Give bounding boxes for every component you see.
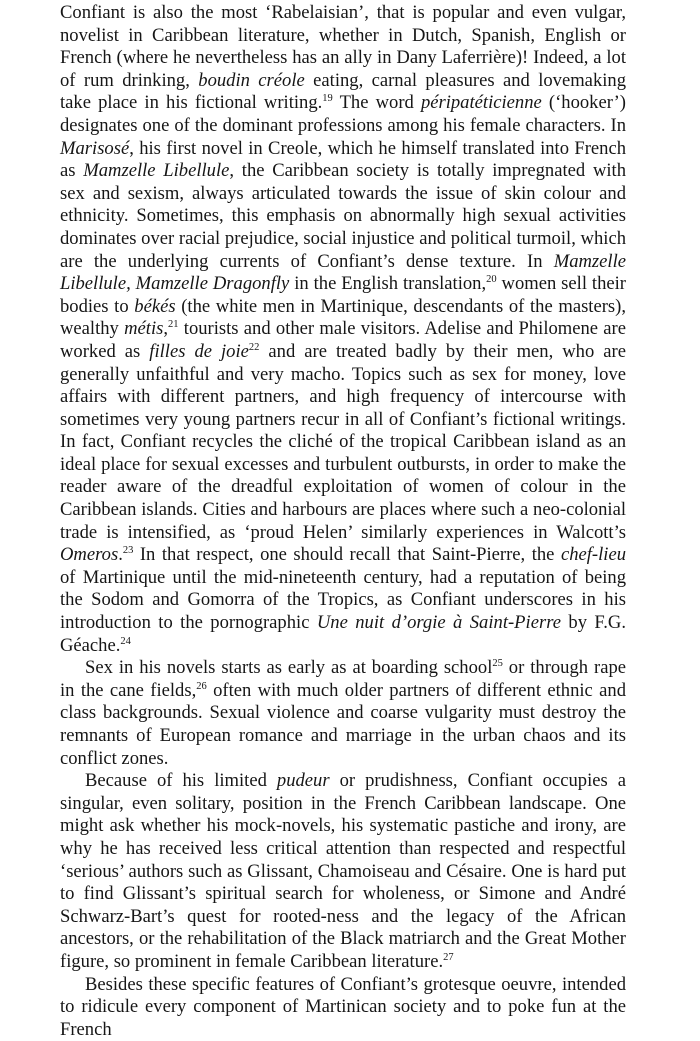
footnote-ref: 27 xyxy=(443,951,454,963)
text-run: , xyxy=(163,318,169,340)
italic-text: Omeros xyxy=(60,544,119,566)
text-run: In that respect, one should recall that Saint-Pierre, the xyxy=(133,544,561,566)
paragraph xyxy=(60,974,626,1041)
text-run: Confiant is also the most ‘Rabelaisian’, that is popular and even vulgar, novelist in Caribbean literature, whether in Dutch, Spanish, English or French (where he nevertheless has an ally in Dany Laferrière)! Indeed, a lot of rum drinking, xyxy=(60,2,626,91)
italic-text: Mamzelle Libellule xyxy=(83,160,230,182)
footnote-ref: 24 xyxy=(120,635,131,647)
text-run: often with much older partners of different ethnic and class backgrounds. Sexual violence and coarse vulgarity must destroy the remnants of European romance and marriage in the urban chaos and its conflict zones. xyxy=(60,679,626,769)
paragraph xyxy=(60,657,626,770)
footnote-ref: 21 xyxy=(168,319,179,331)
italic-text: pudeur xyxy=(276,770,330,792)
italic-text: Une nuit d’orgie à Saint-Pierre xyxy=(316,612,561,634)
text-run: or prudishness, Confiant occupies a singular, even solitary, position in the French Caribbean landscape. One might ask whether his mock-novels, his systematic pastiche and irony, are why he has received less critical attention than respected and respectful ‘serious’ authors such as Glissant, Chamoiseau and Césaire. One is hard put to find Glissant’s spiritual search for wholeness, or Simone and André Schwarz-Bart’s quest for rooted-ness and the legacy of the African ancestors, or the rehabilitation of the Black matriarch and the Great Mother figure, so prominent in female Caribbean literature. xyxy=(60,770,626,972)
text-run: Sex in his novels starts as early as at boarding school xyxy=(85,657,493,679)
footnote-ref: 22 xyxy=(248,341,260,353)
footnote-ref: 20 xyxy=(486,274,497,286)
text-run: in the English translation, xyxy=(289,273,487,295)
paragraph xyxy=(60,2,626,657)
text-run: women sell their bodies to xyxy=(60,273,626,317)
text-run: (the white men in Martinique, descendants of the masters), wealthy xyxy=(60,295,626,340)
italic-text: boudin créole xyxy=(198,69,305,91)
text-run: eating, carnal pleasures and lovemaking take place in his fictional writing. xyxy=(60,69,626,114)
italic-text: péripatéticienne xyxy=(420,92,542,114)
text-run: Because of his limited xyxy=(85,770,277,792)
italic-text: métis xyxy=(124,318,164,340)
italic-text: Mamzelle Libellule, Mamzelle Dragonfly xyxy=(60,250,626,295)
text-run: , the Caribbean society is totally impregnated with sex and sexism, always articulated towards the issue of skin colour and ethnicity. Sometimes, this emphasis on abnormally high sexual activities dominates over racial prejudice, social injustice and political turmoil, which are the underlying currents of Confiant’s dense texture. In xyxy=(60,160,627,272)
italic-text: chef-lieu xyxy=(560,544,626,566)
paragraph xyxy=(60,770,626,973)
text-run: or through rape in the cane fields, xyxy=(60,657,626,701)
footnote-ref: 25 xyxy=(492,658,503,670)
text-run: of Martinique until the mid-nineteenth century, had a reputation of being the Sodom and Gomorra of the Tropics, as Confiant underscores in his introduction to the pornographic xyxy=(60,566,626,634)
footnote-ref: 19 xyxy=(322,93,333,105)
book-page-text xyxy=(60,2,626,1041)
text-run: and are treated badly by their men, who are generally unfaithful and very macho. Topics such as sex for money, love affairs with different partners, and high frequency of intercourse with sometimes very young partners recur in all of Confiant’s fictional writings. In fact, Confiant recycles the cliché of the tropical Caribbean island as an ideal place for sexual excesses and turbulent outbursts, in order to make the reader aware of the dreadful exploitation of women of colour in the Caribbean islands. Cities and harbours are places where such a neo-colonial trade is intensified, as ‘proud Helen’ similarly experiences in Walcott’s xyxy=(60,340,626,543)
italic-text: békés xyxy=(134,295,176,317)
text-run: Besides these specific features of Confiant’s grotesque oeuvre, intended to ridicule every component of Martinican society and to poke fun at the French xyxy=(60,973,626,1040)
text-run: by F.G. Géache. xyxy=(60,612,626,656)
text-run: The word xyxy=(332,92,421,114)
footnote-ref: 23 xyxy=(122,545,134,557)
italic-text: filles de joie xyxy=(149,340,249,362)
text-run: , his first novel in Creole, which he himself translated into French as xyxy=(60,137,626,182)
text-run: (‘hooker’) designates one of the dominant professions among his female characters. In xyxy=(60,92,626,136)
italic-text: Marisosé xyxy=(60,137,130,159)
text-run: . xyxy=(118,544,123,566)
text-run: tourists and other male visitors. Adelise and Philomene are worked as xyxy=(60,318,627,362)
footnote-ref: 26 xyxy=(196,680,207,692)
